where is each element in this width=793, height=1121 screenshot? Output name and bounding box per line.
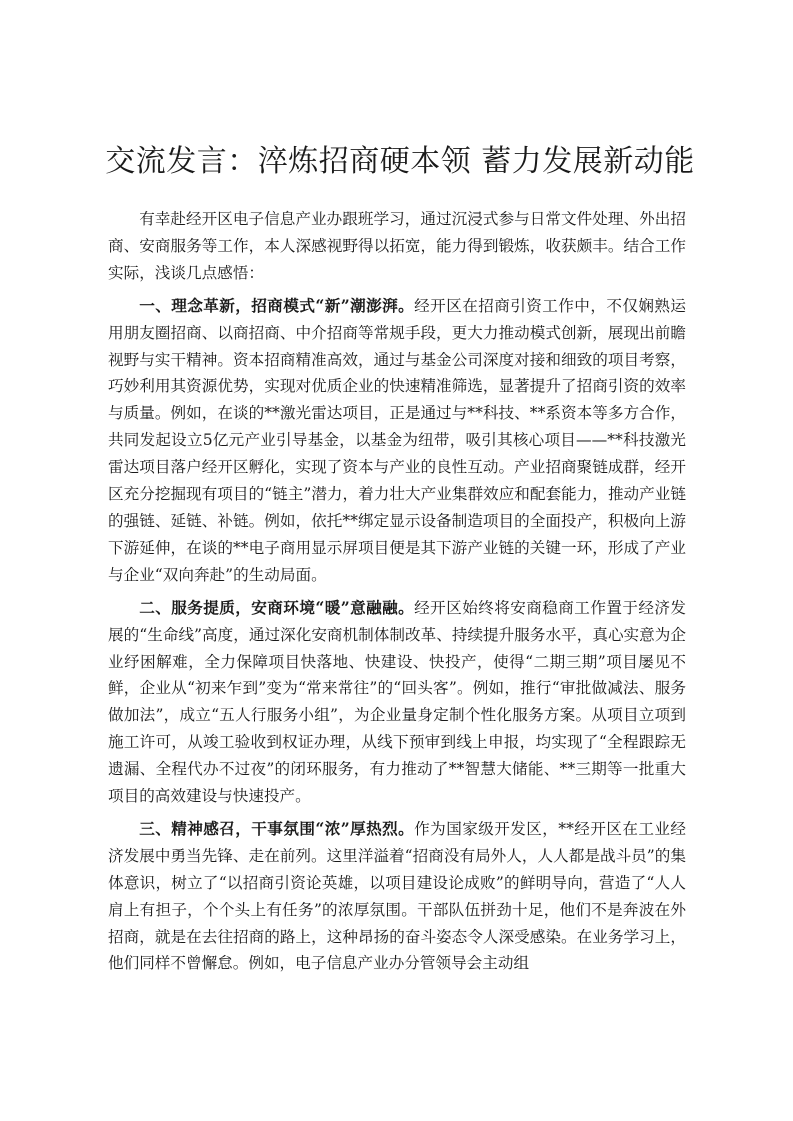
intro-paragraph: [108, 206, 686, 287]
paragraph-text: 作为国家级开发区，**经开区在工业经济发展中勇当先锋、走在前列。这里洋溢着“招商没有局外人，人人都是战斗员”的集体意识，树立了“以招商引资论英雄，以项目建设论成败”的鲜明导向，营造了“人人肩上有担子，个个头上有任务”的浓厚氛围。干部队伍拼劲十足，他们不是奔波在外招商，就是在去往招商的路上，这种昂扬的奋斗姿态令人深受感染。在业务学习上，他们同样不曾懈怠。例如，电子信息产业办分管领导会主动组: [108, 819, 686, 973]
section-heading-1: 一、理念革新，招商模式“新”潮澎湃。: [139, 295, 415, 315]
paragraph-text: 有幸赴经开区电子信息产业办跟班学习，通过沉浸式参与日常文件处理、外出招商、安商服务等工作，本人深感视野得以拓宽，能力得到锻炼，收获颇丰。结合工作实际，浅谈几点感悟：: [108, 210, 686, 282]
document-title: 交流发言：淬炼招商硬本领 蓄力发展新动能: [105, 144, 695, 179]
paragraph-text: 经开区在招商引资工作中，不仅娴熟运用朋友圈招商、以商招商、中介招商等常规手段，更大力推动模式创新，展现出前瞻视野与实干精神。资本招商精准高效，通过与基金公司深度对接和细致的项目考察，巧妙利用其资源优势，实现对优质企业的快速精准筛选，显著提升了招商引资的效率与质量。例如，在谈的**激光雷达项目，正是通过与**科技、**系资本等多方合作，共同发起设立5亿元产业引导基金，以基金为纽带，吸引其核心项目——**科技激光雷达项目落户经开区孵化，实现了资本与产业的良性互动。产业招商聚链成群，经开区充分挖掘现有项目的“链主”潜力，着力壮大产业集群效应和配套能力，推动产业链的强链、延链、补链。例如，依托**绑定显示设备制造项目的全面投产，积极向上游下游延伸，在谈的**电子商用显示屏项目便是其下游产业链的关键一环，形成了产业与企业“双向奔赴”的生动局面。: [108, 296, 686, 584]
paragraph-text: 经开区始终将安商稳商工作置于经济发展的“生命线”高度，通过深化安商机制体制改革、持续提升服务水平，真心实意为企业纾困解难，全力保障项目快落地、快建设、快投产，使得“二期三期”项目屡见不鲜，企业从“初来乍到”变为“常来常往”的“回头客”。例如，推行“审批做减法、服务做加法”，成立“五人行服务小组”，为企业量身定制个性化服务方案。从项目立项到施工许可，从竣工验收到权证办理，从线下预审到线上申报，均实现了“全程跟踪无遗漏、全程代办不过夜”的闭环服务，有力推动了**智慧大储能、**三期等一批重大项目的高效建设与快速投产。: [108, 598, 686, 806]
section-paragraph-2: [108, 595, 686, 810]
section-paragraph-3: [108, 816, 686, 977]
section-heading-3: 三、精神感召，干事氛围“浓”厚热烈。: [139, 818, 415, 838]
document-body: [108, 206, 686, 983]
section-heading-2: 二、服务提质，安商环境“暖”意融融。: [139, 597, 415, 617]
section-paragraph-1: [108, 293, 686, 589]
